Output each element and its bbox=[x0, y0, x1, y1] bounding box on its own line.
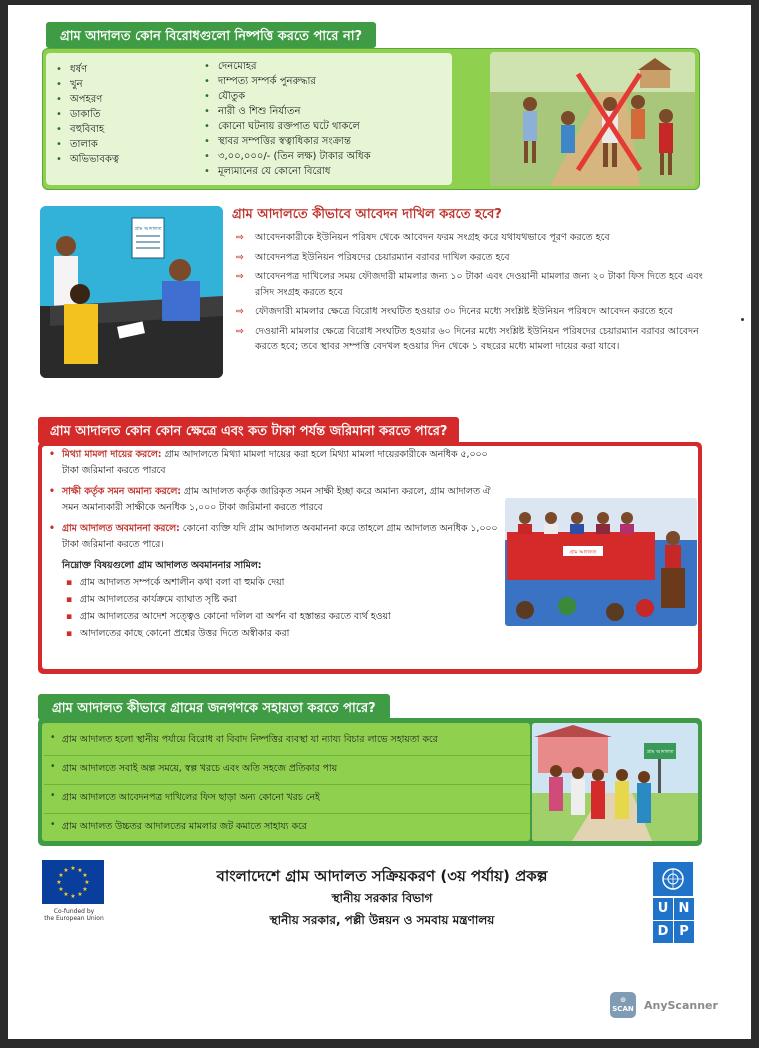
section3-illustration bbox=[505, 498, 697, 626]
section4-title: গ্রাম আদালত কীভাবে গ্রামের জনগণকে সহায়তা করতে পারে? bbox=[38, 694, 390, 720]
svg-text:★: ★ bbox=[63, 891, 69, 898]
svg-text:★: ★ bbox=[82, 872, 88, 879]
watermark-label: AnyScanner bbox=[644, 998, 718, 1012]
list-item: • দাম্পত্য সম্পর্ক পুনরুদ্ধার bbox=[196, 74, 371, 89]
section1-title: গ্রাম আদালত কোন বিরোধগুলো নিষ্পত্তি করতে পারে না? bbox=[46, 22, 376, 48]
svg-text:★: ★ bbox=[70, 865, 76, 872]
arrow-right-icon: ⇨ bbox=[236, 251, 244, 263]
section3-title: গ্রাম আদালত কোন কোন ক্ষেত্রে এবং কত টাকা পর্যন্ত জরিমানা করতে পারে? bbox=[38, 417, 459, 444]
list-item: • নারী ও শিশু নির্যাতন bbox=[196, 104, 371, 119]
list-item: • দেনমোহর bbox=[196, 59, 371, 74]
village-court-sign-text: গ্রাম আদালত bbox=[646, 749, 674, 755]
arrow-right-icon: ⇨ bbox=[236, 325, 244, 337]
stray-dot bbox=[741, 318, 744, 321]
list-item: ⇨ আবেদনপত্র দাখিলের সময় ফৌজদারী মামলার জন্য ১০ টাকা এবং দেওয়ানী মামলার জন্য ২০ টাকা ফিস দিতে হবে এবং রসিদ সংগ্রহ করতে হবে bbox=[236, 271, 703, 298]
list-item: ⇨ দেওয়ানী মামলার ক্ষেত্রে বিরোধ সংঘটিত হওয়ার ৬০ দিনের মধ্যে সংশ্লিষ্ট ইউনিয়ন পরিষদের চেয়ারম্যান বরাবর আবেদন করতে হবে; তবে স্থাবর সম্পত্তি বেদখল হওয়ার দিন থেকে ১ বছরের মধ্যে মামলা দায়ের করা যাবে। bbox=[236, 325, 699, 352]
list-item: • যৌতুক bbox=[196, 89, 371, 104]
list-item: ▪ গ্রাম আদালত সম্পর্কে অশালীন কথা বলা বা হুমকি দেয়া bbox=[70, 574, 506, 591]
list-item: ⇨ আবেদনকারীকে ইউনিয়ন পরিষদ থেকে আবেদন ফরম সংগ্রহ করে যথাযথভাবে পূরণ করতে হবে bbox=[234, 230, 708, 246]
list-item: • অপহরণ bbox=[48, 92, 119, 107]
list-item: ⇨ ফৌজদারী মামলার ক্ষেত্রে বিরোধ সংঘটিত হওয়ার ৩০ দিনের মধ্যে সংশ্লিষ্ট ইউনিয়ন পরিষদে আবেদন করতে হবে bbox=[234, 304, 708, 320]
svg-text:★: ★ bbox=[63, 867, 69, 874]
list-item: • গ্রাম আদালত অবমাননা করলে: কোনো ব্যক্তি যদি গ্রাম আদালত অবমাননা করে তাহলে গ্রাম আদালত অনধিক ১,০০০ টাকা জরিমানা করতে পারে। bbox=[48, 521, 506, 552]
section1-list-right bbox=[196, 59, 371, 179]
svg-text:★: ★ bbox=[84, 879, 90, 886]
un-emblem-icon bbox=[653, 862, 693, 896]
section2-title: গ্রাম আদালতে কীভাবে আবেদন দাখিল করতে হবে? bbox=[232, 207, 502, 222]
list-item: • ডাকাতি bbox=[48, 107, 119, 122]
list-item: • স্থাবর সম্পত্তির স্বত্বাধিকার সংক্রান্ত bbox=[196, 134, 371, 149]
list-item: • গ্রাম আদালত উচ্চতর আদালতের মামলার জট কমাতে সাহায্য করে bbox=[44, 814, 530, 843]
svg-text:★: ★ bbox=[70, 893, 76, 900]
svg-text:★: ★ bbox=[56, 879, 62, 886]
list-item: • মিথ্যা মামলা দায়ের করলে: গ্রাম আদালতে মিথ্যা মামলা দায়ের করা হলে মিথ্যা মামলা দায়েরকারীকে অনধিক ৫,০০০ টাকা জরিমানা করতে পারবে bbox=[48, 447, 506, 478]
eu-cofunded-text: Co-funded by the European Union bbox=[44, 908, 104, 922]
section2-list bbox=[234, 230, 708, 359]
scan-app-icon: ⊙ SCAN bbox=[610, 992, 636, 1018]
svg-text:★: ★ bbox=[77, 867, 83, 874]
poster-text: গ্রাম আদালত bbox=[134, 226, 162, 232]
list-item: ▪ আদালতের কাছে কোনো প্রশ্নের উত্তর দিতে অস্বীকার করা bbox=[70, 625, 506, 642]
list-item: • গ্রাম আদালতে সবাই অল্প সময়ে, স্বল্প খরচে এবং অতি সহজে প্রতিকার পায় bbox=[44, 756, 530, 785]
svg-text:★: ★ bbox=[58, 872, 64, 879]
svg-text:★: ★ bbox=[77, 891, 83, 898]
section4-illustration bbox=[532, 723, 698, 841]
list-item: ▪ গ্রাম আদালতের কার্যক্রমে ব্যাঘাত সৃষ্টি করা bbox=[70, 591, 506, 608]
ministry-name: স্থানীয় সরকার, পল্লী উন্নয়ন ও সমবায় মন্ত্রণালয় bbox=[269, 913, 495, 927]
division-name: স্থানীয় সরকার বিভাগ bbox=[331, 891, 433, 905]
list-item: • গ্রাম আদালতে আবেদনপত্র দাখিলের ফিস ছাড়া অন্য কোনো খরচ নেই bbox=[44, 785, 530, 814]
svg-text:★: ★ bbox=[58, 886, 64, 893]
svg-text:★: ★ bbox=[82, 886, 88, 893]
section3-subheading: নিম্নোক্ত বিষয়গুলো গ্রাম আদালত অবমাননার সামিল: bbox=[62, 560, 262, 571]
section3-sublist bbox=[48, 574, 506, 642]
list-item-continuation: • মূল্যমানের যে কোনো বিরোধ bbox=[196, 164, 371, 179]
arrow-right-icon: ⇨ bbox=[236, 271, 244, 282]
list-item: • কোনো ঘটনায় রক্তপাত ঘটে থাকলে bbox=[196, 119, 371, 134]
section4-list bbox=[44, 727, 530, 843]
undp-letters: U N D P bbox=[653, 898, 693, 943]
anyscanner-watermark bbox=[610, 992, 718, 1018]
list-item: • ধর্ষণ bbox=[48, 62, 119, 77]
arrow-right-icon: ⇨ bbox=[236, 232, 244, 243]
section1-list-left bbox=[48, 62, 119, 167]
undp-logo bbox=[653, 862, 693, 944]
leaflet-page bbox=[8, 5, 751, 1039]
eu-flag-logo bbox=[42, 860, 104, 904]
list-item: ⇨ আবেদনপত্র ইউনিয়ন পরিষদের চেয়ারম্যান বরাবর দাখিল করতে হবে bbox=[234, 250, 708, 266]
list-item: • সাক্ষী কর্তৃক সমন অমান্য করলে: গ্রাম আদালত কর্তৃক জারিকৃত সমন সাক্ষী ইচ্ছা করে অমান্য করলে, গ্রাম আদালত ঐ সমন অমান্যকারী সাক্ষীকে অনধিক ১,০০০ টাকা জরিমানা করতে পারবে bbox=[48, 484, 506, 515]
list-item: • ৩,০০,০০০/- (তিন লক্ষ) টাকার অধিক bbox=[196, 149, 371, 164]
list-item: • বহুবিবাহ bbox=[48, 122, 119, 137]
court-banner-text: গ্রাম আদালত bbox=[569, 549, 597, 556]
arrow-right-icon: ⇨ bbox=[236, 306, 244, 317]
project-title: বাংলাদেশে গ্রাম আদালত সক্রিয়করণ (৩য় পর্যায়) প্রকল্প bbox=[216, 867, 548, 885]
section2-illustration bbox=[40, 206, 223, 378]
section1-illustration bbox=[490, 52, 695, 186]
section3-content bbox=[48, 447, 506, 642]
list-item: • অভিভাবকত্ব bbox=[48, 152, 119, 167]
list-item: ▪ গ্রাম আদালতের আদেশ সত্ত্বেও কোনো দলিল বা অর্পন বা হস্তান্তর করতে ব্যর্থ হওয়া bbox=[70, 608, 506, 625]
list-item: • গ্রাম আদালত হলো স্থানীয় পর্যায়ে বিরোধ বা বিবাদ নিষ্পত্তির ব্যবস্থা যা ন্যায্য বিচার লাভে সহায়তা করে bbox=[44, 727, 530, 756]
list-item: • তালাক bbox=[48, 137, 119, 152]
list-item: • খুন bbox=[48, 77, 119, 92]
